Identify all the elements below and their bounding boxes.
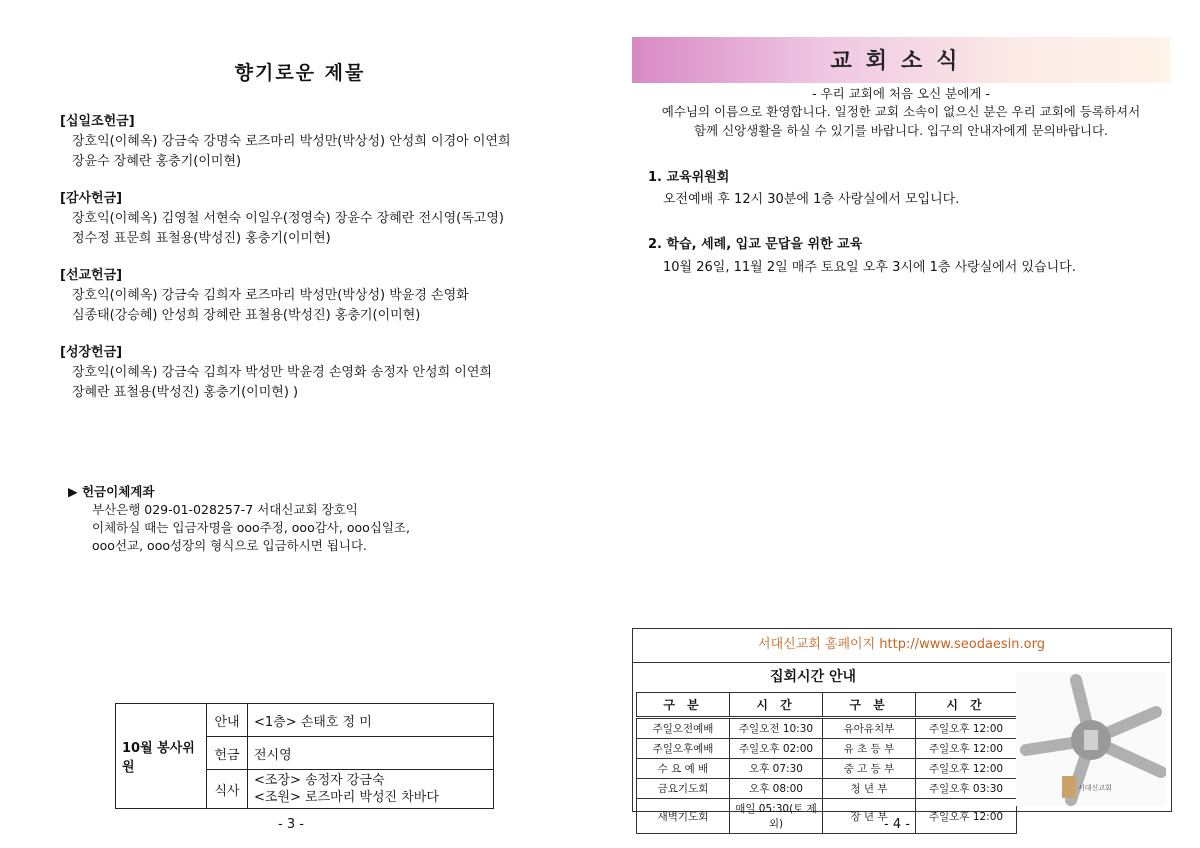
- meeting-cell: 주일오전 10:30: [730, 718, 823, 739]
- transfer-line: ooo선교, ooo성장의 형식으로 입금하시면 됩니다.: [92, 538, 368, 553]
- meeting-cell: 새벽기도회: [637, 799, 730, 834]
- section-line: 장호익(이혜옥) 강금숙 강명숙 로즈마리 박성만(박상성) 안성희 이경아 이연희: [72, 134, 511, 149]
- location-map: [1016, 672, 1166, 806]
- meeting-cell: 유 초 등 부: [823, 739, 916, 759]
- page-number-left: - 3 -: [278, 817, 304, 832]
- news-item-heading: 1. 교육위원회: [648, 170, 730, 185]
- meeting-row: [637, 759, 1017, 779]
- volunteer-names-meal: [248, 770, 494, 809]
- news-item-heading: 2. 학습, 세례, 입교 문답을 위한 교육: [648, 237, 863, 252]
- section-line: 장호익(이혜옥) 김영철 서현숙 이일우(정영숙) 장윤수 장혜란 전시영(독고영): [72, 211, 504, 226]
- meeting-cell: 주일오후 02:00: [730, 739, 823, 759]
- section-line: 심종태(강승혜) 안성희 장혜란 표철용(박성진) 홍충기(이미현): [72, 308, 421, 323]
- meeting-row: [637, 799, 1017, 834]
- section-heading: [감사헌금]: [60, 191, 123, 206]
- transfer-line: 이체하실 때는 입금자명을 ooo주정, ooo감사, ooo십일조,: [92, 520, 410, 535]
- meeting-cell: 중 고 등 부: [823, 759, 916, 779]
- meeting-cell: 금요기도회: [637, 779, 730, 799]
- volunteer-table: [115, 703, 494, 809]
- volunteer-names: <1층> 손태호 정 미: [248, 704, 494, 737]
- section-line: 정수정 표문희 표철용(박성진) 홍충기(이미현): [72, 231, 331, 246]
- meeting-cell: 장 년 부: [823, 799, 916, 834]
- meeting-table: [636, 692, 1017, 834]
- transfer-info: [68, 483, 410, 555]
- section-line: 장호익(이혜옥) 강금숙 김희자 박성만 박윤경 손영화 송정자 안성희 이연희: [72, 365, 492, 380]
- volunteer-role: 헌금: [207, 737, 248, 770]
- meeting-row: [637, 739, 1017, 759]
- meeting-header: 시 간: [916, 693, 1017, 718]
- growth-section: [60, 341, 580, 403]
- welcome-line: 함께 신앙생활을 하실 수 있기를 바랍니다. 입구의 안내자에게 문의바랍니다.: [693, 123, 1109, 138]
- welcome-heading: - 우리 교회에 처음 오신 분에게 -: [812, 86, 990, 101]
- transfer-line: 부산은행 029-01-028257-7 서대신교회 장호익: [92, 502, 358, 517]
- volunteer-role: 안내: [207, 704, 248, 737]
- meeting-header: 시 간: [730, 693, 823, 718]
- meeting-header: 구 분: [823, 693, 916, 718]
- volunteer-label: 10월 봉사위원: [116, 704, 207, 809]
- meeting-header: 구 분: [637, 693, 730, 718]
- meeting-cell: 청 년 부: [823, 779, 916, 799]
- mission-section: [60, 264, 580, 326]
- volunteer-line: <조원> 로즈마리 박성진 차바다: [254, 790, 439, 805]
- meeting-cell: 주일오전예배: [637, 718, 730, 739]
- meeting-cell: 주일오후 12:00: [916, 739, 1017, 759]
- meeting-cell: 수 요 예 배: [637, 759, 730, 779]
- news-item-body: 오전예배 후 12시 30분에 1층 사랑실에서 모입니다.: [663, 192, 960, 207]
- meeting-cell: 주일오후 12:00: [916, 759, 1017, 779]
- section-heading: [십일조헌금]: [60, 114, 135, 129]
- meeting-cell: 주일오후 03:30: [916, 779, 1017, 799]
- meeting-cell: 오후 07:30: [730, 759, 823, 779]
- section-line: 장호익(이혜옥) 강금숙 김희자 로즈마리 박성만(박상성) 박윤경 손영화: [72, 288, 469, 303]
- meeting-cell: 매일 05:30(토 제외): [730, 799, 823, 834]
- meeting-cell: 유아유치부: [823, 718, 916, 739]
- homepage-link[interactable]: 서대신교회 홈페이지 http://www.seodaesin.org: [633, 628, 1170, 663]
- offering-title: 향기로운 제물: [234, 62, 366, 84]
- thanks-section: [60, 187, 580, 249]
- volunteer-role: 식사: [207, 770, 248, 809]
- section-heading: [선교헌금]: [60, 268, 123, 283]
- transfer-heading: ▶ 헌금이체계좌: [68, 484, 155, 499]
- meeting-cell: 오후 08:00: [730, 779, 823, 799]
- section-line: 장혜란 표철용(박성진) 홍충기(이미현) ): [72, 385, 299, 400]
- volunteer-line: <조장> 송정자 강금숙: [254, 773, 385, 788]
- news-item-body: 10월 26일, 11월 2일 매주 토요일 오후 3시에 1층 사랑실에서 있습니다.: [663, 260, 1076, 275]
- meeting-cell: 주일오후 12:00: [916, 718, 1017, 739]
- welcome-line: 예수님의 이름으로 환영합니다. 일정한 교회 소속이 없으신 분은 우리 교회에 등록하셔서: [661, 104, 1141, 119]
- meeting-cell: 주일오후예배: [637, 739, 730, 759]
- section-heading: [성장헌금]: [60, 345, 123, 360]
- meeting-row: [637, 779, 1017, 799]
- meeting-row: [637, 718, 1017, 739]
- tithe-section: [60, 110, 580, 172]
- volunteer-names: 전시영: [248, 737, 494, 770]
- section-line: 장윤수 장혜란 홍충기(이미현): [72, 154, 242, 169]
- page-number-right: - 4 -: [884, 817, 910, 832]
- news-title: 교회소식: [830, 49, 972, 74]
- meeting-title: 집회시간 안내: [770, 669, 857, 685]
- map-church-label: 서대신교회: [1078, 784, 1112, 792]
- meeting-cell: 주일오후 12:00: [916, 799, 1017, 834]
